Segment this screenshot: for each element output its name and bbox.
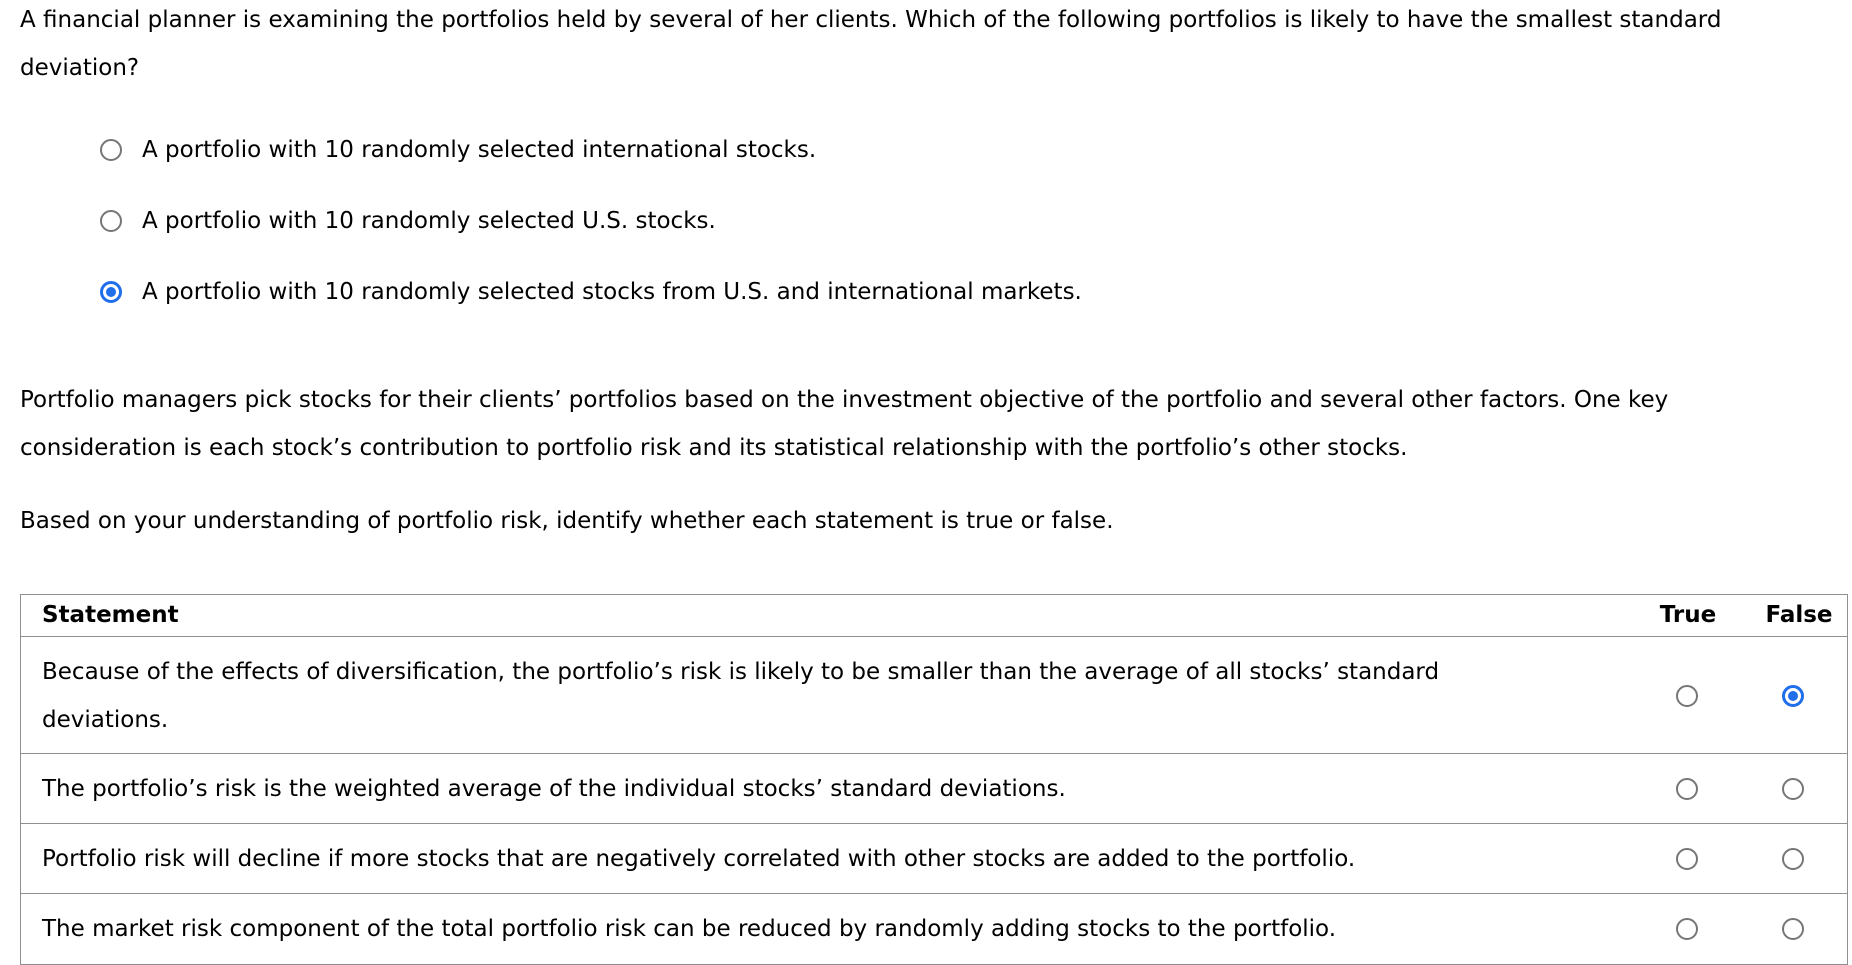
question-1-prompt: A financial planner is examining the portfolios held by several of her clients. Which of the following portfolios is likely to have the smallest standard deviation? bbox=[20, 7, 1722, 81]
radio-false[interactable] bbox=[1782, 685, 1804, 707]
table-row bbox=[21, 894, 1847, 964]
statement-text: Portfolio risk will decline if more stocks that are negatively correlated with other stocks are added to the portfolio. bbox=[42, 846, 1356, 872]
radio-true[interactable] bbox=[1676, 918, 1698, 940]
question-2-intro: Portfolio managers pick stocks for their clients’ portfolios based on the investment objective of the portfolio and several other factors. One key consideration is each stock’s contribution to portfolio risk and its statistical relationship with the portfolio’s other stocks. bbox=[20, 387, 1669, 461]
radio-true[interactable] bbox=[1676, 848, 1698, 870]
option-label: A portfolio with 10 randomly selected international stocks. bbox=[142, 137, 817, 163]
statement-text: The market risk component of the total portfolio risk can be reduced by randomly adding stocks to the portfolio. bbox=[42, 916, 1337, 942]
question-2-instruction: Based on your understanding of portfolio risk, identify whether each statement is true or false. bbox=[20, 508, 1114, 534]
radio-option-us[interactable] bbox=[100, 210, 122, 232]
radio-false[interactable] bbox=[1782, 778, 1804, 800]
radio-true[interactable] bbox=[1676, 778, 1698, 800]
header-true: True bbox=[1659, 602, 1717, 628]
table-row bbox=[21, 754, 1847, 824]
radio-false[interactable] bbox=[1782, 848, 1804, 870]
true-false-table bbox=[20, 594, 1848, 965]
statement-text: Because of the effects of diversification, the portfolio’s risk is likely to be smaller than the average of all stocks’ standard deviations. bbox=[42, 659, 1440, 733]
radio-option-mixed[interactable] bbox=[100, 281, 122, 303]
table-header bbox=[21, 595, 1847, 637]
option-label: A portfolio with 10 randomly selected U.S. stocks. bbox=[142, 208, 716, 234]
option-label: A portfolio with 10 randomly selected stocks from U.S. and international markets. bbox=[142, 279, 1082, 305]
radio-true[interactable] bbox=[1676, 685, 1698, 707]
header-false: False bbox=[1765, 602, 1833, 628]
radio-option-international[interactable] bbox=[100, 139, 122, 161]
table-row bbox=[21, 637, 1847, 754]
table-row bbox=[21, 824, 1847, 894]
radio-false[interactable] bbox=[1782, 918, 1804, 940]
statement-text: The portfolio’s risk is the weighted average of the individual stocks’ standard deviations. bbox=[42, 776, 1066, 802]
header-statement: Statement bbox=[42, 602, 179, 628]
